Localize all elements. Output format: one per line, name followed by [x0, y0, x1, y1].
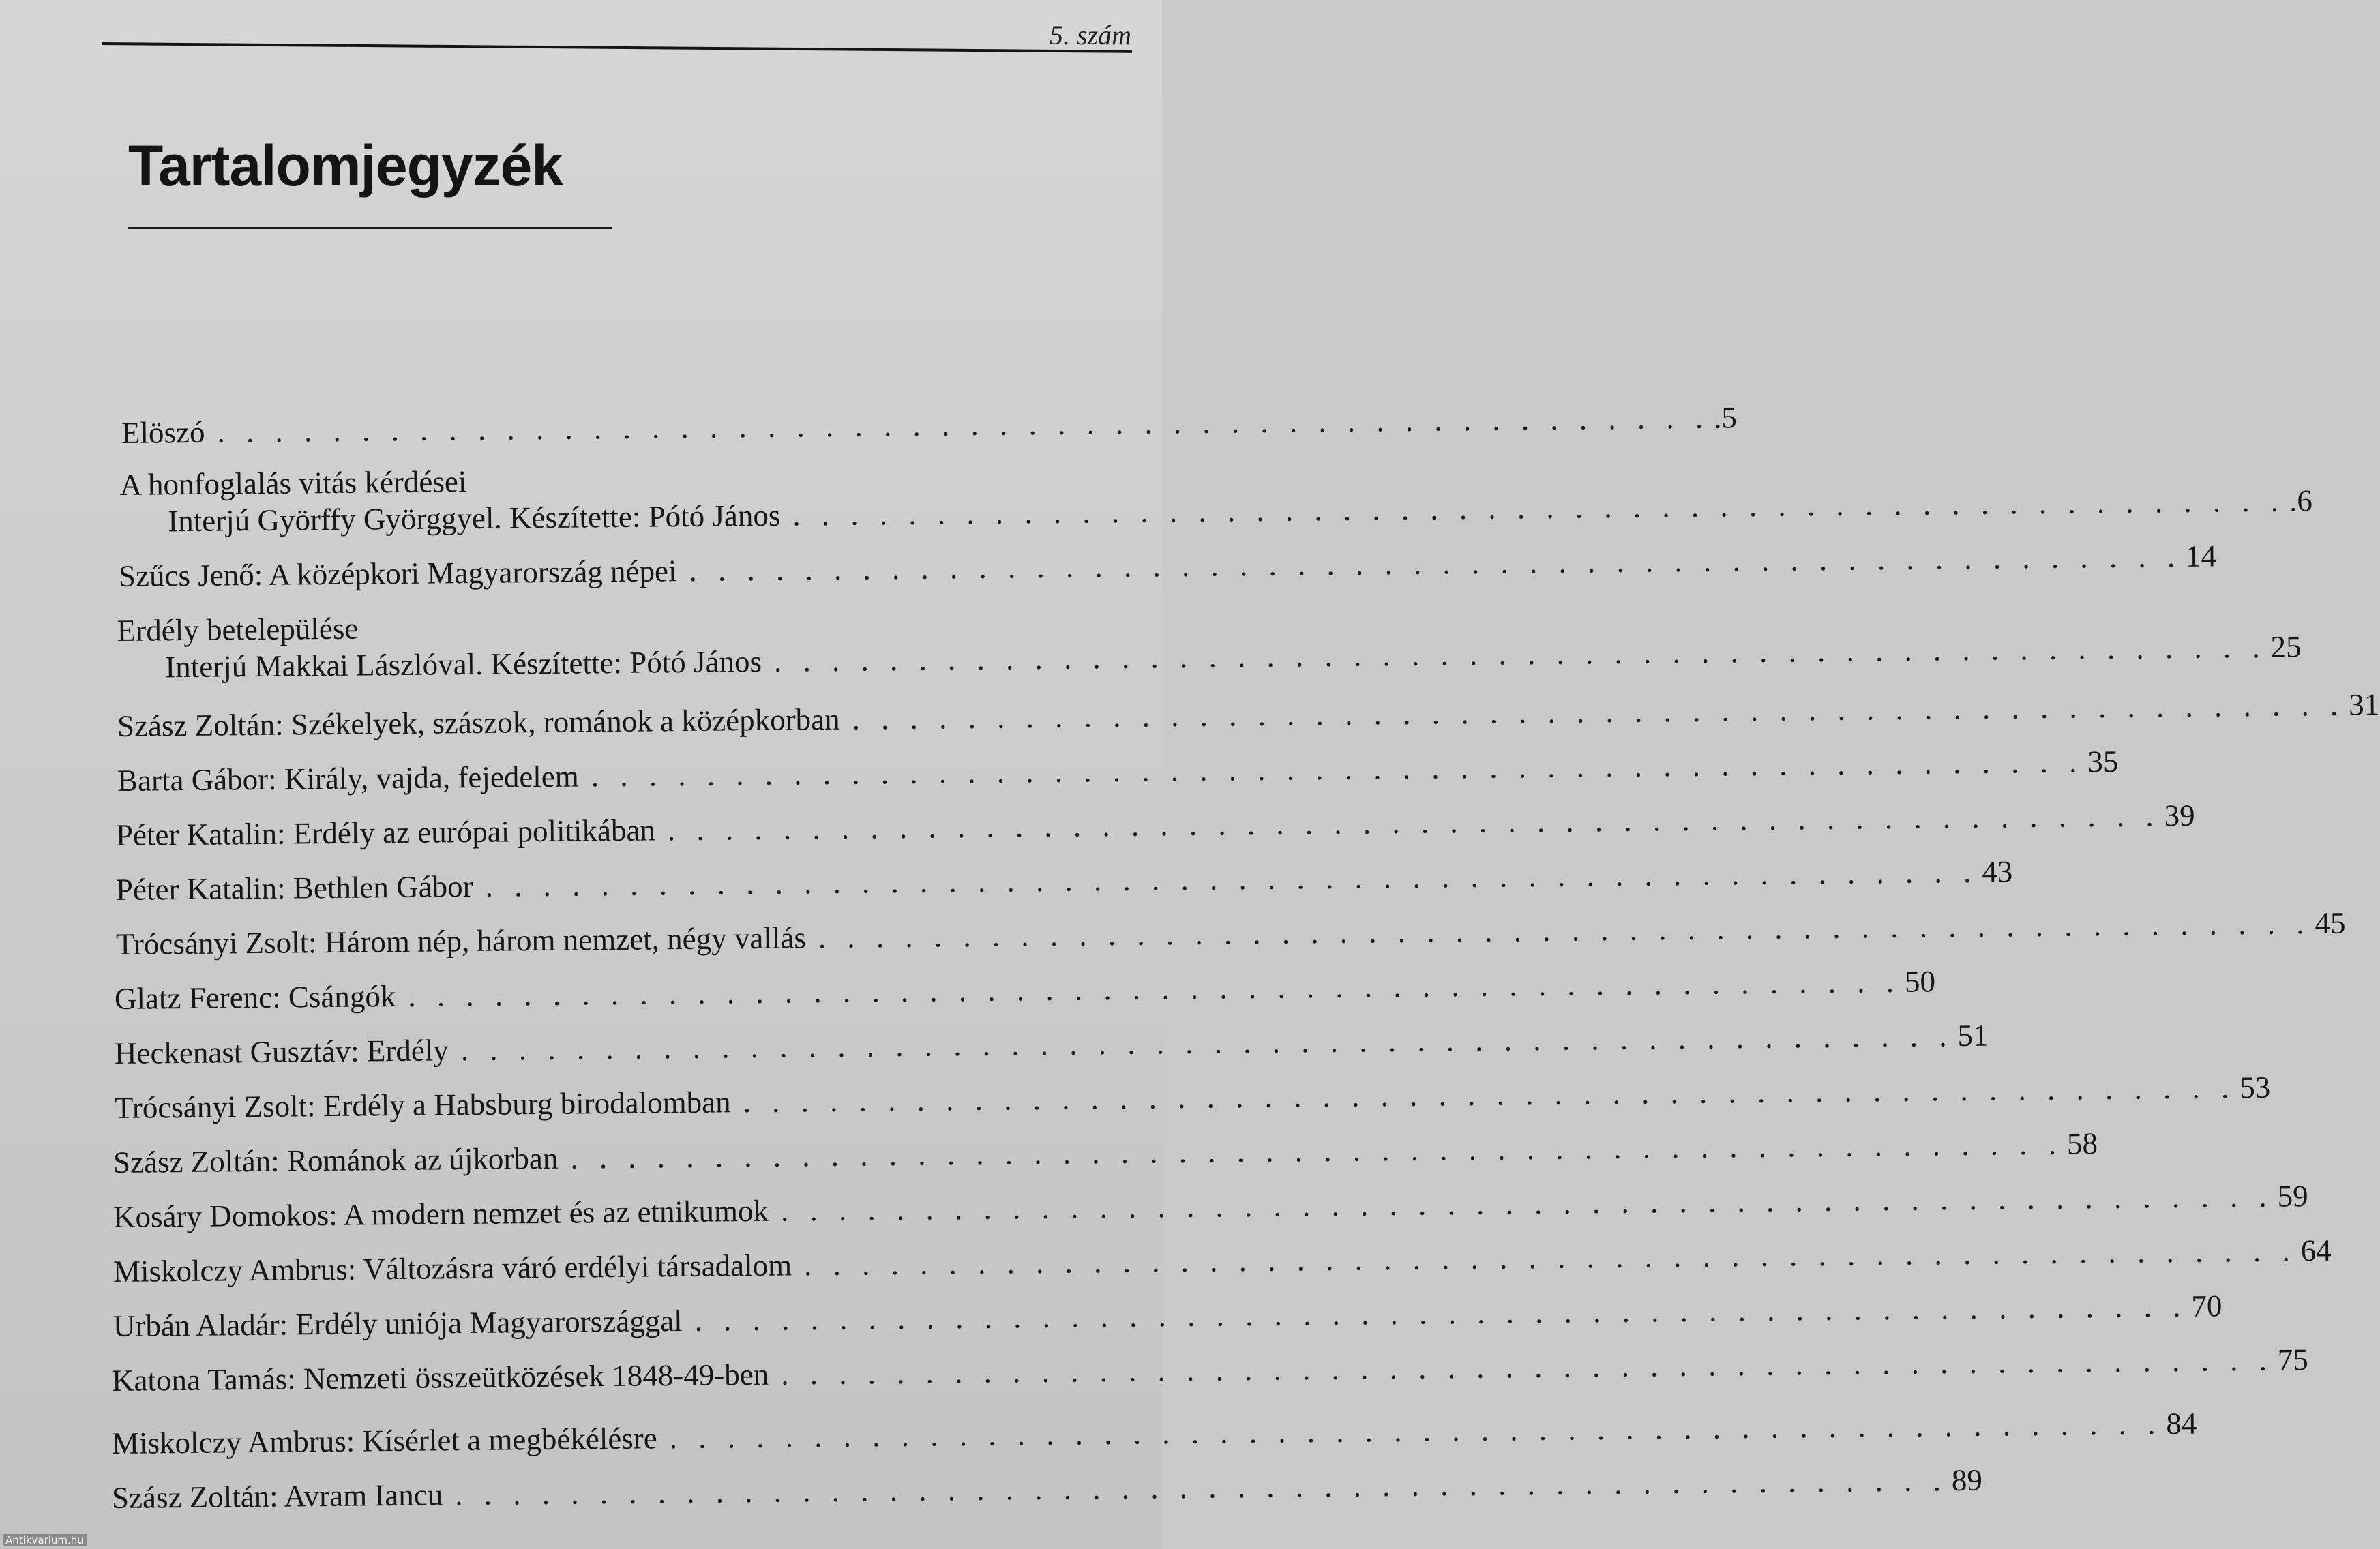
toc-leader-dots: . . . . . . . . . . . . . . . . . . . . . . . . . . . . . . . . . . . . . . . . . . . . . . . . . . . .: [591, 745, 2084, 794]
toc-entry-title: Trócsányi Zsolt: Erdély a Habsburg birodalomban: [114, 1085, 731, 1125]
toc-page-number: 84: [2166, 1406, 2197, 1441]
toc-entry[interactable]: [121, 400, 1738, 451]
toc-leader-dots: . . . . . . . . . . . . . . . . . . . . . . . . . . . . . . . . . . . . . . . . . . . . . . . . . . . .: [780, 1179, 2274, 1228]
toc-page-number: .5: [1713, 400, 1738, 435]
toc-entry-title: Urbán Aladár: Erdély uniója Magyarországgal: [113, 1303, 683, 1343]
toc-leader-dots: . . . . . . . . . . . . . . . . . . . . . . . . . . . . . . . . . . . . . . . . . . . . . . . . . . . .: [454, 1463, 1948, 1512]
toc-leader-dots: . . . . . . . . . . . . . . . . . . . . . . . . . . . . . . . . . . . . . . . . . . . . . . . . . . . .: [818, 906, 2311, 955]
toc-page-number: 31: [2348, 687, 2380, 722]
toc-entry[interactable]: [118, 539, 2217, 595]
toc-entry-title: Erdély betelepülése: [117, 611, 359, 648]
toc-page-number: 25: [2270, 629, 2302, 664]
toc-entry[interactable]: [117, 687, 2380, 745]
toc-leader-dots: . . . . . . . . . . . . . . . . . . . . . . . . . . . . . . . . . . . . . . . . . . . . . . . . . . . .: [667, 798, 2160, 847]
toc-entry-title: Glatz Ferenc: Csángók: [114, 979, 396, 1016]
toc-page-number: 64: [2300, 1233, 2332, 1268]
toc-leader-dots: . . . . . . . . . . . . . . . . . . . . . . . . . . . . . . . . . . . . . . . . . . . . . . . . . . . .: [852, 687, 2345, 736]
toc-page-number: 51: [1957, 1018, 1989, 1053]
toc-leader-dots: . . . . . . . . . . . . . . . . . . . . . . . . . . . . . . . . . . . . . . . . . . . . . . . . . . . .: [689, 539, 2182, 588]
toc-leader-dots: . . . . . . . . . . . . . . . . . . . . . . . . . . . . . . . . . . . . . . . . . . . . . . . . . . . .: [669, 1407, 2162, 1456]
toc-entry-title: Heckenast Gusztáv: Erdély: [114, 1033, 449, 1070]
toc-page-number: 39: [2164, 798, 2195, 833]
toc-entry-subtitle: Interjú Györffy Györggyel. Készítette: Pótó János: [168, 498, 781, 539]
toc-page-number: 43: [1981, 854, 2013, 889]
page-title: Tartalomjegyzék: [128, 134, 563, 198]
toc-entry[interactable]: [119, 457, 2313, 540]
toc-entry[interactable]: [113, 1233, 2332, 1290]
toc-page-number: 70: [2191, 1289, 2222, 1323]
toc-entry-title: Péter Katalin: Bethlen Gábor: [115, 869, 473, 907]
toc-entry-title: Trócsányi Zsolt: Három nép, három nemzet, négy vallás: [115, 920, 807, 961]
toc-entry[interactable]: [113, 1179, 2308, 1235]
toc-leader-dots: . . . . . . . . . . . . . . . . . . . . . . . . . . . . . . . . . . . . . . . . . . . . . . . . . . . .: [570, 1126, 2064, 1175]
toc-entry[interactable]: [114, 1070, 2271, 1126]
toc-entry-title: Péter Katalin: Erdély az európai politikában: [115, 813, 656, 852]
toc-entry-title: Kosáry Domokos: A modern nemzet és az etnikumok: [113, 1193, 769, 1234]
toc-leader-dots: . . . . . . . . . . . . . . . . . . . . . . . . . . . . . . . . . . . . . . . . . . . . . . . . . . . .: [485, 854, 1978, 903]
toc-entry[interactable]: [115, 854, 2013, 908]
toc-entry-title: Katona Tamás: Nemzeti összeütközések 1848-49-ben: [111, 1357, 769, 1398]
toc-entry[interactable]: [115, 905, 2346, 963]
toc-page-number: 14: [2185, 539, 2217, 573]
toc-entry-title: Szűcs Jenő: A középkori Magyarország népei: [118, 554, 677, 593]
toc-page-number: 35: [2087, 744, 2119, 779]
toc-page-number: 75: [2277, 1342, 2309, 1377]
toc-leader-dots: . . . . . . . . . . . . . . . . . . . . . . . . . . . . . . . . . . . . . . . . . . . . . . . . . . . .: [780, 1342, 2274, 1392]
toc-entry-title: Szász Zoltán: Avram Iancu: [111, 1477, 443, 1515]
toc-entry-title: A honfoglalás vitás kérdései: [119, 464, 467, 502]
toc-leader-dots: . . . . . . . . . . . . . . . . . . . . . . . . . . . . . . . . . . . . . . . . . . . . . . . . . . . .: [694, 1289, 2188, 1338]
toc-leader-dots: . . . . . . . . . . . . . . . . . . . . . . . . . . . . . . . . . . . . . . . . . . . . . . . . . . . .: [773, 629, 2267, 678]
toc-page-number: 45: [2315, 905, 2346, 941]
toc-entry[interactable]: [111, 1406, 2197, 1462]
toc-page-number: 58: [2066, 1126, 2098, 1161]
toc-leader-dots: . . . . . . . . . . . . . . . . . . . . . . . . . . . . . . . . . . . . . . . . . . . . . . . . . . . .: [217, 400, 1710, 449]
toc-leader-dots: . . . . . . . . . . . . . . . . . . . . . . . . . . . . . . . . . . . . . . . . . . . . . . . . . . . .: [803, 1233, 2297, 1282]
toc-entry[interactable]: [117, 744, 2119, 799]
toc-entry[interactable]: [114, 964, 1936, 1017]
toc-entry-title: Elöszó: [121, 415, 205, 450]
toc-entry-title: Szász Zoltán: Románok az újkorban: [113, 1141, 559, 1179]
toc-leader-dots: . . . . . . . . . . . . . . . . . . . . . . . . . . . . . . . . . . . . . . . . . . . . . . . . . . . .: [460, 1019, 1954, 1068]
toc-entry[interactable]: [113, 1289, 2222, 1344]
toc-entry-title: Miskolczy Ambrus: Változásra váró erdélyi társadalom: [113, 1248, 792, 1289]
toc-entry[interactable]: [115, 798, 2195, 854]
toc-leader-dots: . . . . . . . . . . . . . . . . . . . . . . . . . . . . . . . . . . . . . . . . . . . . . . . . . . . .: [792, 483, 2286, 532]
toc-entry-title: Szász Zoltán: Székelyek, szászok, románok a középkorban: [117, 702, 840, 743]
toc-page-number: 59: [2277, 1179, 2308, 1214]
toc-leader-dots: . . . . . . . . . . . . . . . . . . . . . . . . . . . . . . . . . . . . . . . . . . . . . . . . . . . .: [743, 1070, 2236, 1119]
watermark: Antikvarium.hu: [3, 1534, 87, 1546]
toc-entry[interactable]: [111, 1342, 2309, 1399]
toc-page-number: 50: [1904, 964, 1936, 999]
toc-leader-dots: . . . . . . . . . . . . . . . . . . . . . . . . . . . . . . . . . . . . . . . . . . . . . . . . . . . .: [408, 964, 1901, 1013]
toc-entry-subtitle: Interjú Makkai Lászlóval. Készítette: Pótó János: [165, 644, 762, 685]
toc-entry-title: Miskolczy Ambrus: Kísérlet a megbékélésre: [111, 1421, 658, 1460]
toc-entry-title: Barta Gábor: Király, vajda, fejedelem: [117, 759, 579, 798]
toc-page-number: 53: [2240, 1070, 2271, 1105]
toc-entry[interactable]: [114, 1018, 1989, 1072]
toc-entry[interactable]: [117, 603, 2302, 686]
toc-page-number: .6: [2289, 483, 2313, 518]
toc-entry[interactable]: [111, 1462, 1983, 1516]
toc-page-number: 89: [1951, 1462, 1983, 1498]
issue-number: 5. szám: [1049, 20, 1131, 50]
toc-entry[interactable]: [113, 1126, 2098, 1181]
